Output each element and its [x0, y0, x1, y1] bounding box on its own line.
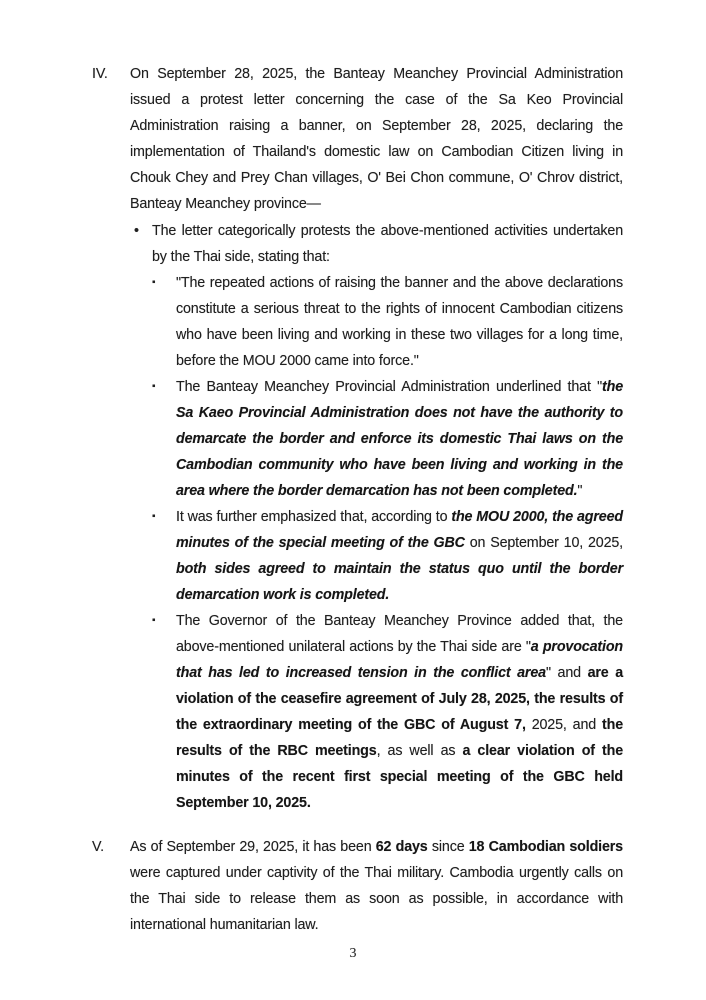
text-run: on September 10, 2025,: [464, 535, 623, 551]
square-bullet-icon: ▪: [152, 615, 156, 626]
text-run-bold-italic: the Sa Kaeo Provincial Administration does not have the authority to demarcate the border and enforce its domestic Thai laws on the Cambodian community who have been living and working in the area where the border demarcation has not been completed.: [176, 379, 623, 499]
sub-bullet-paragraph: [176, 608, 623, 816]
bullet-item: [130, 218, 623, 816]
sub-bullet-item: [152, 608, 623, 816]
text-run-bold: a clear violation of the minutes of the recent first special meeting of the GBC held September 10, 2025.: [176, 743, 623, 811]
text-run: The letter categorically protests the above-mentioned activities undertaken by the Thai side, stating that:: [152, 223, 623, 265]
bullet-icon: •: [134, 223, 139, 239]
list-item-iv: [92, 61, 623, 816]
text-run: The Governor of the Banteay Meanchey Province added that, the above-mentioned unilateral actions by the Thai side are ": [176, 613, 623, 655]
text-run-bold: 62 days: [375, 839, 428, 855]
bullet-content: [152, 218, 623, 816]
text-run: As of September 29, 2025, it has been: [130, 839, 376, 855]
text-run-bold-italic: the MOU 2000, the agreed minutes of the special meeting of the GBC: [176, 509, 623, 551]
text-run: , as well as: [376, 743, 463, 759]
text-run: It was further emphasized that, according to: [176, 509, 452, 525]
text-run-bold-italic: a provocation that has led to increased tension in the conflict area: [176, 639, 623, 681]
sub-bullet-item: [152, 504, 623, 608]
item-iv-content: [130, 61, 623, 816]
sub-bullet-paragraph: [176, 270, 623, 374]
text-run: "The repeated actions of raising the banner and the above declarations constitute a serious threat to the rights of innocent Cambodian citizens who have been living and working in these two villages for a long time, before the MOU 2000 came into force.": [176, 275, 623, 369]
text-run: 2025, and: [525, 717, 602, 733]
sub-bullet-item: [152, 270, 623, 374]
text-run: ": [577, 483, 583, 499]
text-run-bold: are a violation of the ceasefire agreement of July 28, 2025, the results of the extraordinary meeting of the GBC of August 7,: [176, 665, 624, 733]
text-run: were captured under captivity of the Thai military. Cambodia urgently calls on the Thai side to release them as soon as possible, in accordance with international humanitarian law.: [130, 865, 623, 933]
item-iv-paragraph: [130, 61, 623, 217]
text-run-bold: 18 Cambodian soldiers: [468, 839, 623, 855]
text-run: The Banteay Meanchey Provincial Administration underlined that ": [176, 379, 602, 395]
sub-bullet-paragraph: [176, 374, 623, 504]
square-bullet-icon: ▪: [152, 277, 156, 288]
list-marker-iv: IV.: [92, 66, 108, 82]
text-run: since: [427, 839, 469, 855]
square-bullet-icon: ▪: [152, 381, 156, 392]
square-bullet-icon: ▪: [152, 511, 156, 522]
bullet-lead-paragraph: [152, 218, 623, 270]
text-run-bold: the results of the RBC meetings: [176, 717, 623, 759]
page-number: 3: [349, 946, 357, 961]
list-marker-v: V.: [92, 839, 104, 855]
sub-bullet-paragraph: [176, 504, 623, 608]
text-run-bold-italic: both sides agreed to maintain the status quo until the border demarcation work is completed.: [176, 561, 623, 603]
text-run: On September 28, 2025, the Banteay Meanchey Provincial Administration issued a protest letter concerning the case of the Sa Keo Provincial Administration raising a banner, on September 28, 2025, declaring the implementation of Thailand's domestic law on Cambodian Citizen living in Chouk Chey and Prey Chan villages, O' Bei Chon commune, O' Chrov district, Banteay Meanchey province—: [130, 66, 623, 212]
list-item-v: [92, 834, 623, 938]
sub-bullet-item: [152, 374, 623, 504]
document-body: [92, 61, 623, 938]
item-v-paragraph: [130, 834, 623, 938]
text-run: " and: [545, 665, 588, 681]
